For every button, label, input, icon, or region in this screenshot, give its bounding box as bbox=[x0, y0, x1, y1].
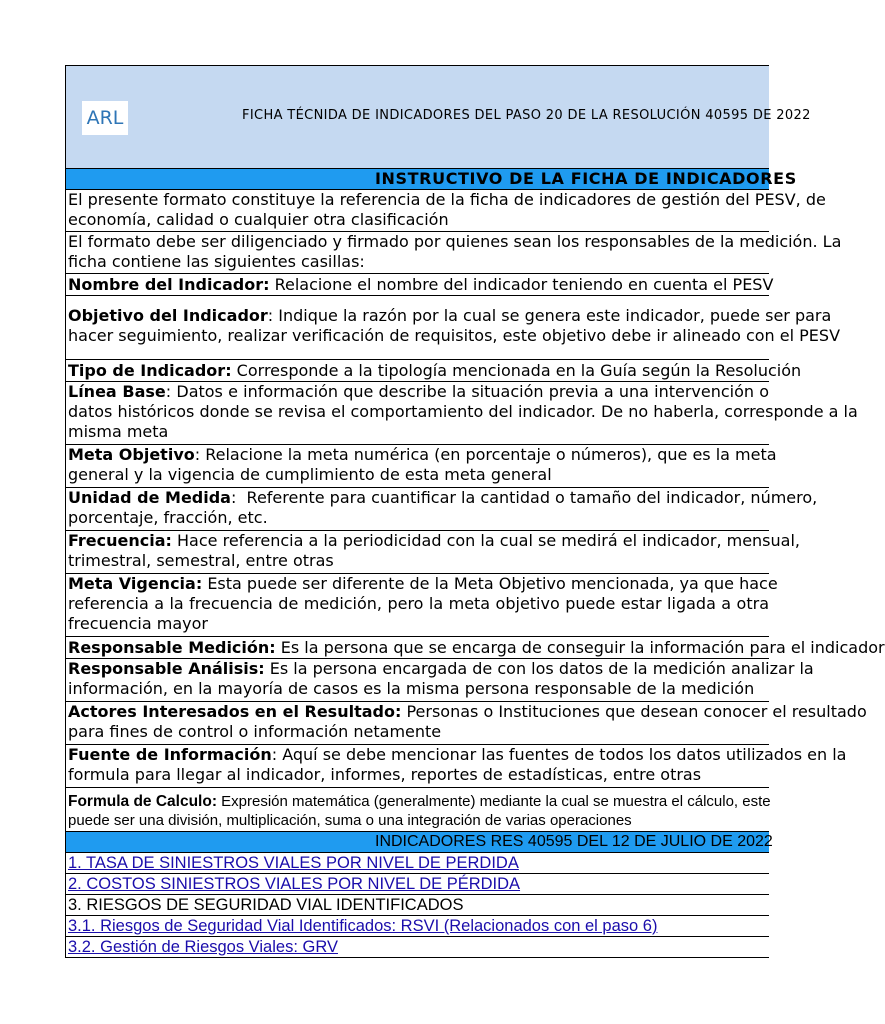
indicator-link-3-1[interactable] bbox=[66, 916, 769, 937]
indicator-link-1[interactable] bbox=[66, 853, 769, 874]
field-nombre-indicador: Nombre del Indicador: Relacione el nombre del indicador teniendo en cuenta el PESV bbox=[68, 275, 774, 294]
indicator-link-text[interactable]: 3.1. Riesgos de Seguridad Vial Identificados: RSVI (Relacionados con el paso 6) bbox=[68, 917, 658, 935]
indicadores-section-title: INDICADORES RES 40595 DEL 12 DE JULIO DE 2022 bbox=[66, 832, 769, 853]
field-responsable-medicion: Responsable Medición: Es la persona que se encarga de conseguir la información para el indicador bbox=[68, 638, 885, 657]
indicator-link-2[interactable] bbox=[66, 874, 769, 895]
document-title: FICHA TÉCNIDA DE INDICADORES DEL PASO 20 DE LA RESOLUCIÓN 40595 DE 2022 bbox=[242, 108, 811, 123]
indicator-sheet bbox=[65, 65, 885, 958]
field-meta-objetivo: Meta Objetivo: Relacione la meta numérica (en porcentaje o números), que es la meta general y la vigencia de cumplimiento de esta meta general bbox=[66, 445, 769, 488]
intro-paragraph-1: El presente formato constituye la referencia de la ficha de indicadores de gestión del PESV, de economía, calidad o cualquier otra clasificación bbox=[66, 190, 769, 232]
field-tipo-indicador: Tipo de Indicador: Corresponde a la tipología mencionada en la Guía según la Resolución bbox=[68, 361, 802, 380]
indicator-item-text: 3. RIESGOS DE SEGURIDAD VIAL IDENTIFICADOS bbox=[68, 896, 464, 914]
indicator-item-3 bbox=[66, 895, 769, 916]
field-meta-vigencia: Meta Vigencia: Esta puede ser diferente de la Meta Objetivo mencionada, ya que hace referencia a la frecuencia de medición, pero la meta objetivo puede estar ligada a otra frecuencia mayor bbox=[66, 574, 769, 637]
field-formula-calculo: Formula de Calculo: Expresión matemática (generalmente) mediante la cual se muestra el cálculo, este puede ser una división, multiplicación, suma o una integración de varias operaciones bbox=[66, 788, 769, 832]
field-unidad-medida: Unidad de Medida: Referente para cuantificar la cantidad o tamaño del indicador, número, porcentaje, fracción, etc. bbox=[66, 488, 769, 531]
field-responsable-analisis: Responsable Análisis: Es la persona encargada de con los datos de la medición analizar la información, en la mayoría de casos es la misma persona responsable de la medición bbox=[66, 659, 769, 702]
indicator-link-text[interactable]: 2. COSTOS SINIESTROS VIALES POR NIVEL DE PÉRDIDA bbox=[68, 875, 521, 893]
instructivo-title: INSTRUCTIVO DE LA FICHA DE INDICADORES bbox=[66, 169, 769, 190]
field-fuente-informacion: Fuente de Información: Aquí se debe mencionar las fuentes de todos los datos utilizados en la formula para llegar al indicador, informes, reportes de estadísticas, entre otras bbox=[66, 745, 769, 788]
field-objetivo-indicador: Objetivo del Indicador: Indique la razón por la cual se genera este indicador, puede ser para hacer seguimiento, realizar verificación de requisitos, este objetivo debe ir alineado con el PESV bbox=[66, 296, 769, 360]
indicator-link-text[interactable]: 3.2. Gestión de Riesgos Viales: GRV bbox=[68, 938, 338, 956]
indicator-link-text[interactable]: 1. TASA DE SINIESTROS VIALES POR NIVEL DE PERDIDA bbox=[68, 854, 519, 872]
sheet-header bbox=[66, 66, 811, 169]
field-frecuencia: Frecuencia: Hace referencia a la periodicidad con la cual se medirá el indicador, mensual, trimestral, semestral, entre otras bbox=[66, 531, 769, 574]
intro-paragraph-2: El formato debe ser diligenciado y firmado por quienes sean los responsables de la medición. La ficha contiene las siguientes casillas: bbox=[66, 232, 769, 274]
indicator-link-3-2[interactable] bbox=[66, 937, 769, 958]
field-linea-base: Línea Base: Datos e información que describe la situación previa a una intervención o datos históricos donde se revisa el comportamiento del indicador. De no haberla, corresponde a la misma meta bbox=[66, 382, 769, 445]
arl-logo: ARL bbox=[82, 101, 128, 135]
field-actores-interesados: Actores Interesados en el Resultado: Personas o Instituciones que desean conocer el resultado para fines de control o información netamente bbox=[66, 702, 769, 745]
